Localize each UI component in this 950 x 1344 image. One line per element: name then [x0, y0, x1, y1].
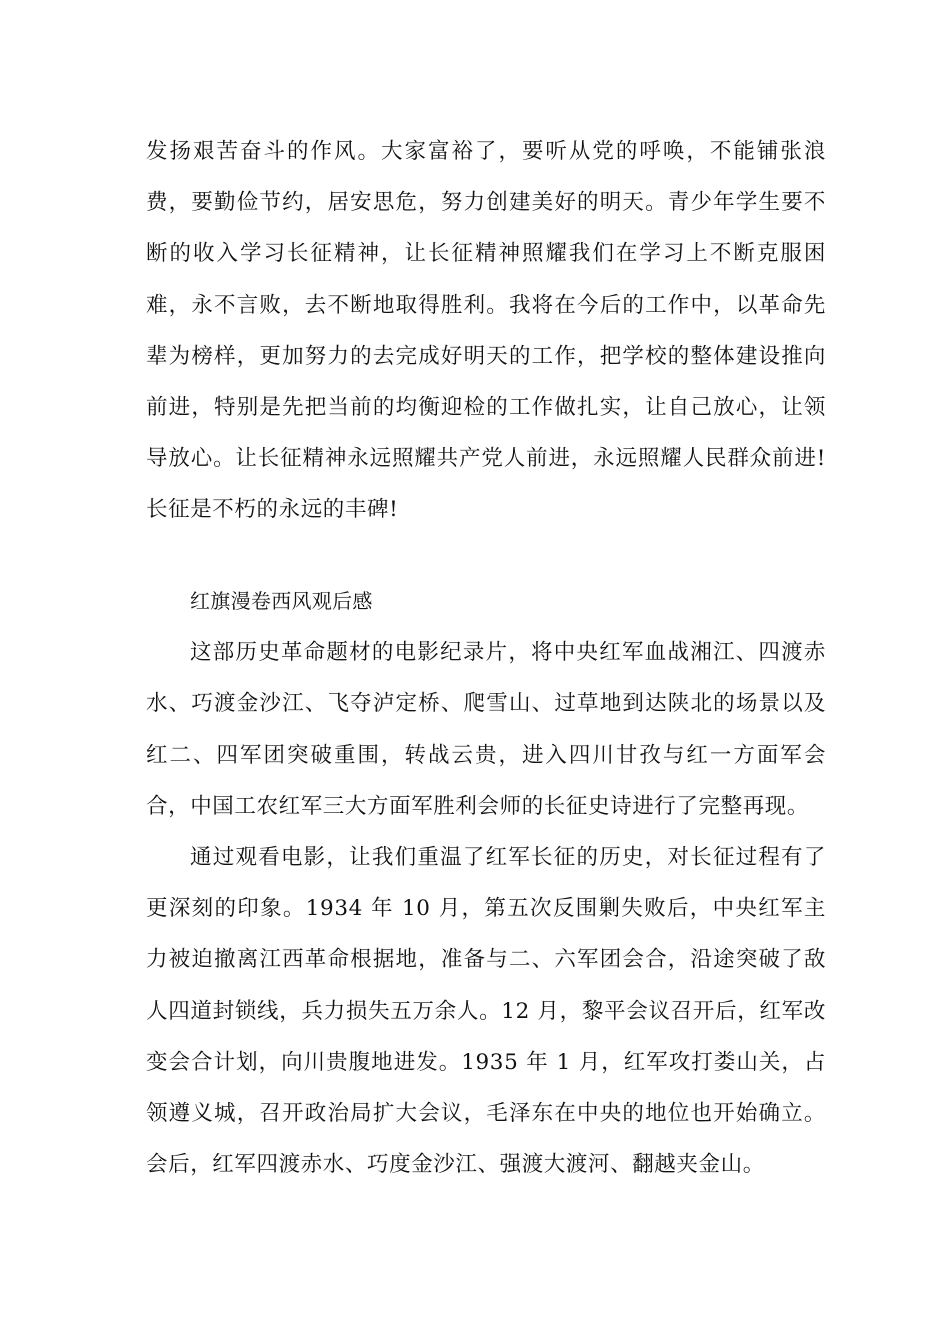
- paragraph-continued: 发扬艰苦奋斗的作风。大家富裕了，要听从党的呼唤，不能铺张浪费，要勤俭节约，居安思危，努力创建美好的明天。青少年学生要不断的收入学习长征精神，让长征精神照耀我们在学习上不断克服困难，永不言败，去不断地取得胜利。我将在今后的工作中，以革命先辈为榜样，更加努力的去完成好明天的工作，把学校的整体建设推向前进，特别是先把当前的均衡迎检的工作做扎实，让自己放心，让领导放心。让长征精神永远照耀共产党人前进，永远照耀人民群众前进!长征是不朽的永远的丰碑!: [146, 139, 826, 523]
- paragraph-history: 通过观看电影，让我们重温了红军长征的历史，对长征过程有了更深刻的印象。1934 年 10 月，第五次反围剿失败后，中央红军主力被迫撤离江西革命根据地，准备与二、六军团会合，沿途突破了敌人四道封锁线，兵力损失五万余人。12 月，黎平会议召开后，红军改变会合计划，向川贵腹地进发。1935 年 1 月，红军攻打娄山关，占领遵义城，召开政治局扩大会议，毛泽东在中央的地位也开始确立。会后，红军四渡赤水、巧度金沙江、强渡大渡河、翻越夹金山。: [146, 845, 826, 1178]
- section-title: 红旗漫卷西风观后感: [190, 589, 373, 613]
- paragraph-block-1: [146, 126, 826, 536]
- paragraph-intro: 这部历史革命题材的电影纪录片，将中央红军血战湘江、四渡赤水、巧渡金沙江、飞夺泸定桥、爬雪山、过草地到达陕北的场景以及红二、四军团突破重围，转战云贵，进入四川甘孜与红一方面军会合，中国工农红军三大方面军胜利会师的长征史诗进行了完整再现。: [146, 640, 826, 819]
- paragraph-block-2: [146, 576, 826, 1190]
